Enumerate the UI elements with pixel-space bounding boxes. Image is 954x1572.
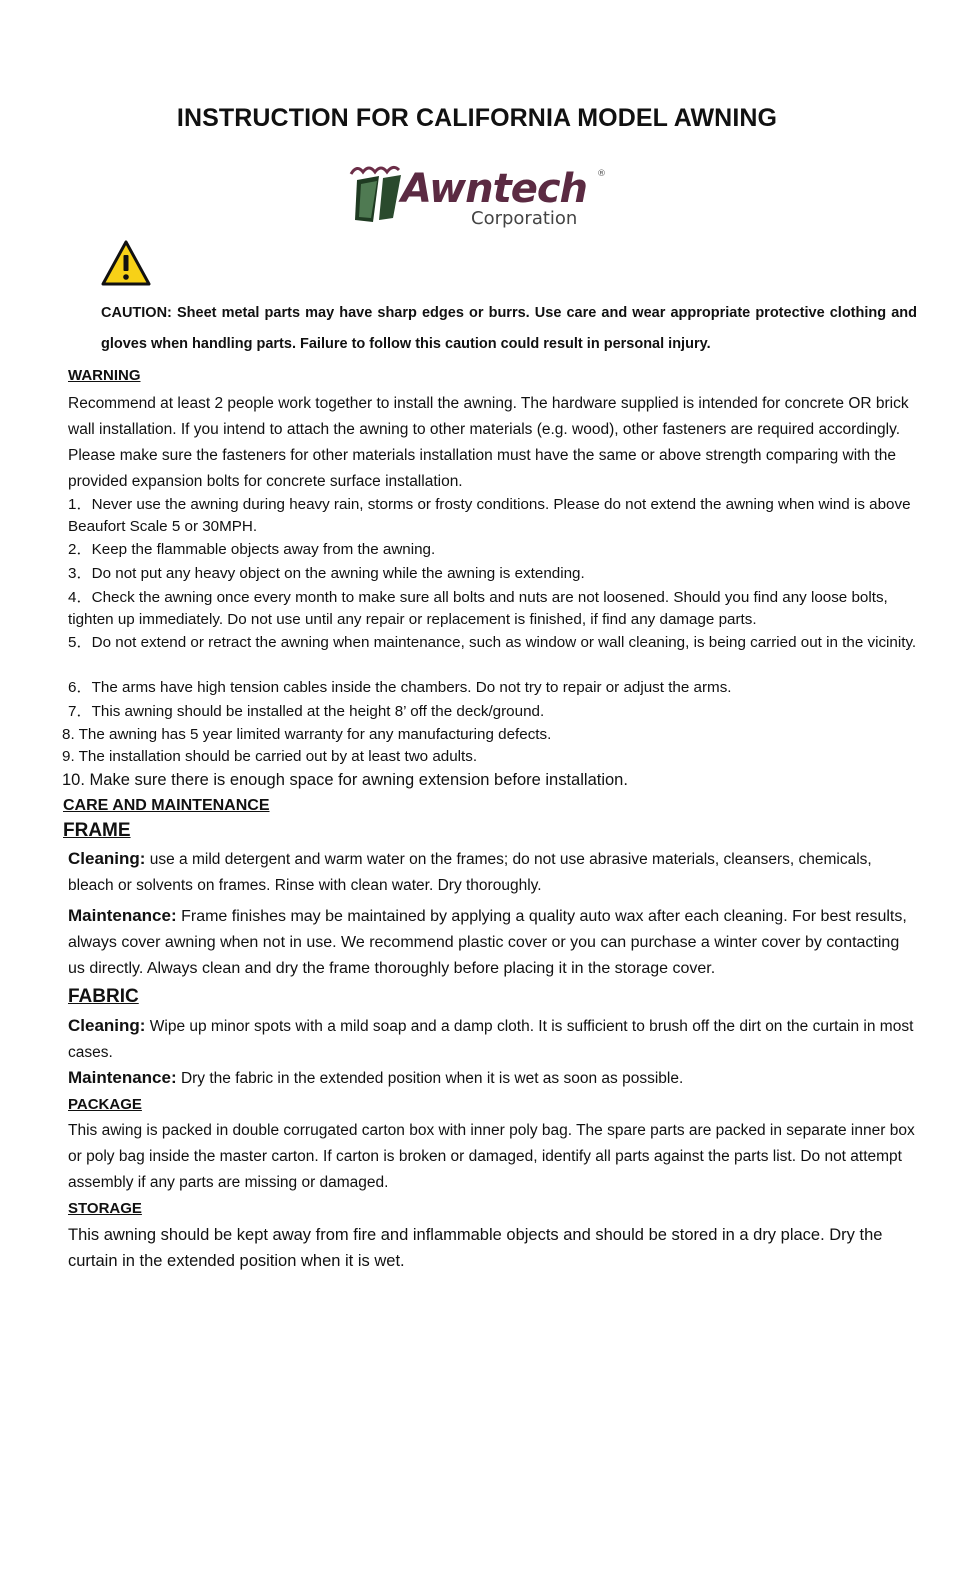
frame-maintenance-text: Frame finishes may be maintained by applying a quality auto wax after each cleaning. For best results, always cover awning when not in use. We recommend plastic cover or you can purchase a winter cover by contacting us directly. Always clean and dry the frame thoroughly before placing it in the storage cover.	[68, 908, 907, 977]
warning-heading: WARNING	[68, 367, 141, 384]
document-title: INSTRUCTION FOR CALIFORNIA MODEL AWNING	[176, 104, 778, 132]
fabric-cleaning-text: Wipe up minor spots with a mild soap and a damp cloth. It is sufficient to brush off the dirt on the curtain in most cases.	[68, 1018, 914, 1061]
list-item: 1．Never use the awning during heavy rain, storms or frosty conditions. Please do not extend the awning when wind is above Beaufort Scale 5 or 30MPH.	[68, 496, 911, 535]
storage-text: This awning should be kept away from fire and inflammable objects and should be stored in a dry place. Dry the curtain in the extended position when it is wet.	[68, 1226, 883, 1270]
list-item: 10. Make sure there is enough space for awning extension before installation.	[62, 771, 628, 789]
warning-text: Recommend at least 2 people work together to install the awning. The hardware supplied is intended for concrete OR brick wall installation. If you intend to attach the awning to other materials (e.g. wood), other fasteners are required accordingly. Please make sure the fasteners for other materials installation must have the same or above strength comparing with the provided expansion bolts for concrete surface installation.	[68, 395, 909, 490]
fabric-cleaning-label: Cleaning:	[68, 1016, 146, 1035]
list-item: 5．Do not extend or retract the awning when maintenance, such as window or wall cleaning, is being carried out in the vicinity.	[68, 634, 917, 651]
warning-triangle-icon	[101, 240, 151, 286]
frame-maintenance	[68, 903, 920, 982]
logo-mark	[351, 167, 401, 222]
fabric-maintenance-text: Dry the fabric in the extended position when it is wet as soon as possible.	[176, 1070, 684, 1087]
logo-registered: ®	[597, 169, 606, 179]
list-item: 7．This awning should be installed at the height 8’ off the deck/ground.	[68, 703, 545, 720]
package-text: This awing is packed in double corrugated carton box with inner poly bag. The spare parts are packed in separate inner box or poly bag inside the master carton. If carton is broken or damaged, identify all parts against the parts list. Do not attempt assembly if any parts are missing or damaged.	[68, 1122, 915, 1191]
logo-brand: Awntech	[401, 166, 588, 212]
list-item: 4．Check the awning once every month to make sure all bolts and nuts are not loosened. Should you find any loose bolts, tighten up immediately. Do not use until any repair or replacement is finished, if find any damage parts.	[68, 589, 888, 628]
fabric-cleaning	[68, 1013, 920, 1066]
list-item: 8. The awning has 5 year limited warranty for any manufacturing defects.	[62, 726, 552, 743]
frame-maintenance-label: Maintenance:	[68, 906, 177, 925]
fabric-heading: FABRIC	[68, 986, 139, 1007]
frame-heading: FRAME	[63, 820, 131, 841]
package-heading: PACKAGE	[68, 1096, 142, 1113]
list-item: 2．Keep the flammable objects away from the awning.	[68, 541, 436, 558]
list-item: 9. The installation should be carried out by at least two adults.	[62, 748, 478, 765]
frame-cleaning	[68, 846, 920, 899]
storage-heading: STORAGE	[68, 1200, 142, 1217]
fabric-maintenance	[68, 1065, 920, 1092]
care-heading: CARE AND MAINTENANCE	[63, 797, 270, 814]
frame-cleaning-label: Cleaning:	[68, 849, 146, 868]
awntech-logo	[345, 156, 607, 236]
frame-cleaning-text: use a mild detergent and warm water on the frames; do not use abrasive materials, cleansers, chemicals, bleach or solvents on frames. Rinse with clean water. Dry thoroughly.	[68, 851, 872, 894]
caution-notice: CAUTION: Sheet metal parts may have sharp edges or burrs. Use care and wear appropriate protective clothing and gloves when handling parts. Failure to follow this caution could result in personal injury.	[101, 305, 917, 352]
logo-sub: Corporation	[471, 208, 578, 229]
list-item: 3．Do not put any heavy object on the awning while the awning is extending.	[68, 565, 585, 582]
fabric-maintenance-label: Maintenance:	[68, 1068, 177, 1087]
list-item: 6．The arms have high tension cables inside the chambers. Do not try to repair or adjust the arms.	[68, 679, 732, 696]
